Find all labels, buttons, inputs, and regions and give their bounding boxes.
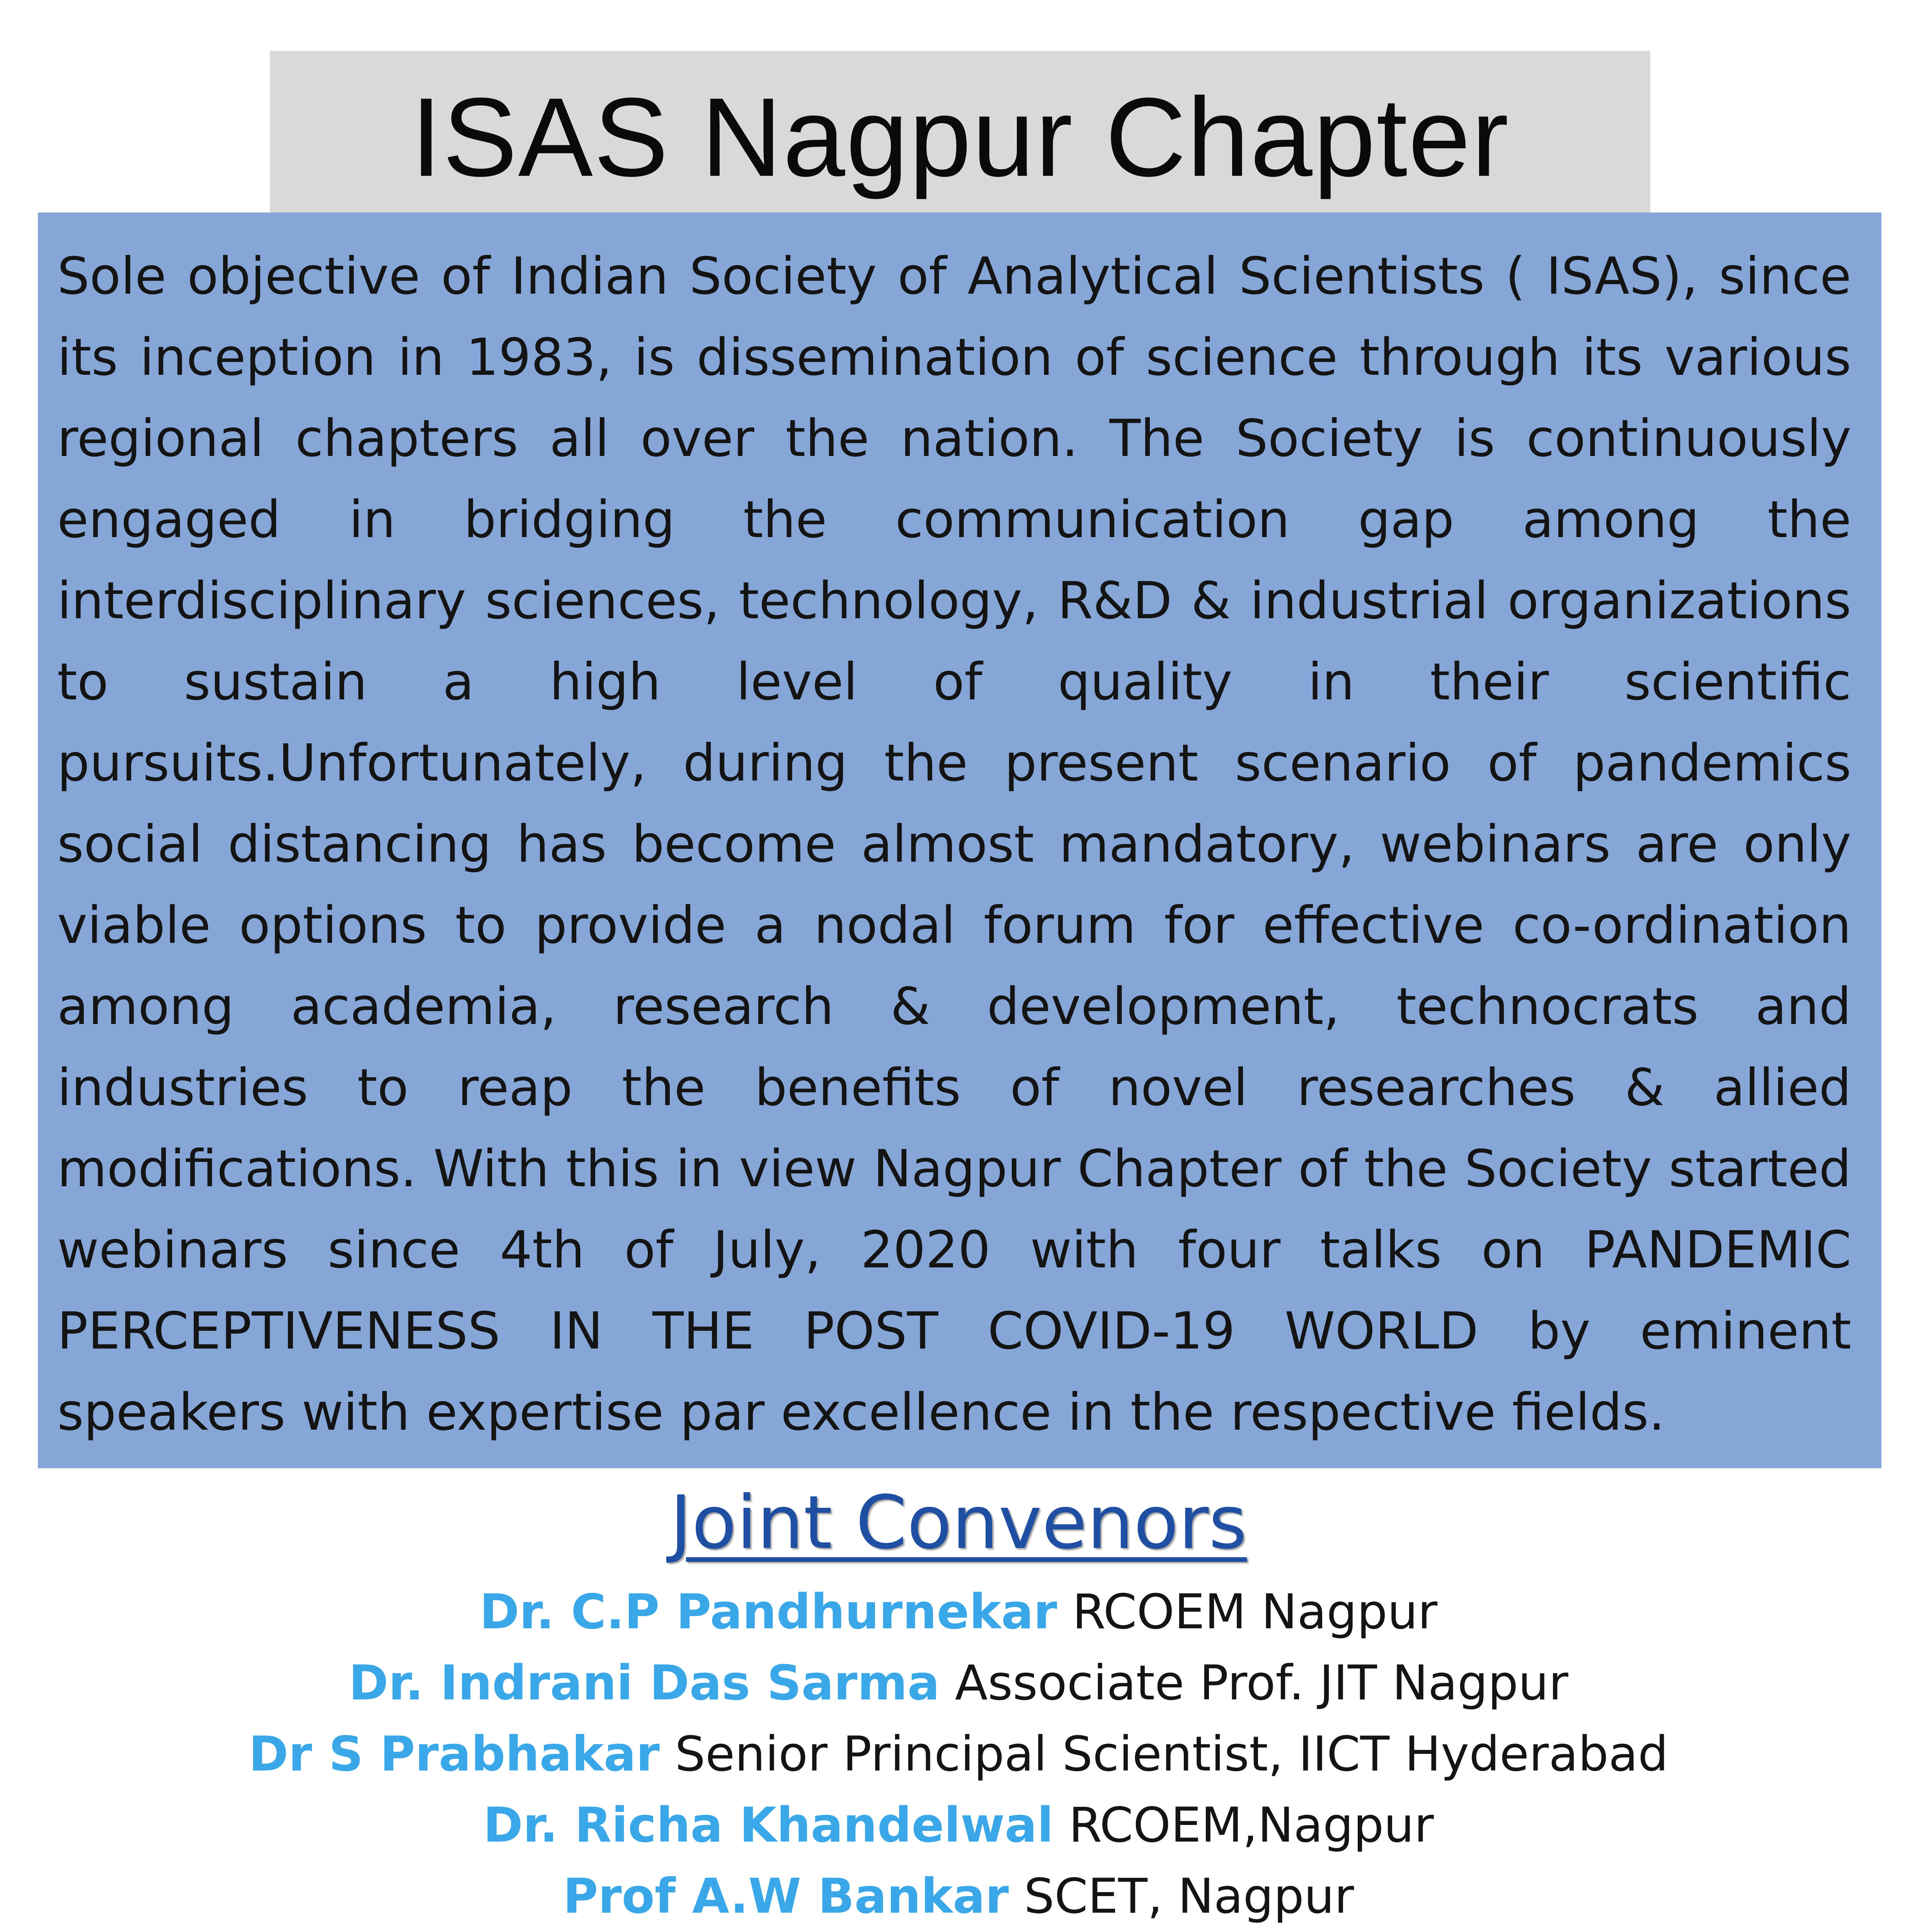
member-name: Prof A.W Bankar [563,1869,1009,1924]
page-title: ISAS Nagpur Chapter [410,74,1510,200]
list-item [0,1790,1917,1861]
title-banner [270,51,1650,223]
member-affiliation: Associate Prof. JIT Nagpur [940,1655,1568,1711]
member-affiliation: SCET, Nagpur [1009,1869,1354,1924]
member-affiliation: Senior Principal Scientist, IICT Hyderabad [659,1726,1668,1782]
member-name: Dr. Richa Khandelwal [483,1798,1054,1853]
joint-convenors-heading: Joint Convenors [670,1480,1247,1565]
member-name: Dr. Indrani Das Sarma [349,1655,940,1711]
intro-paragraph: Sole objective of Indian Society of Analytical Scientists ( ISAS), since its inception in 1983, is dissemination of science through its various regional chapters all over the nation. The Society is continuously engaged in bridging the communication gap among the interdisciplinary sciences, technology, R&D & industrial organizations to sustain a high level of quality in their scientific pursuits.Unfortunately, during the present scenario of pandemics social distancing has become almost mandatory, webinars are only viable options to provide a nodal forum for effective co-ordination among academia, research & development, technocrats and industries to reap the benefits of novel researches & allied modifications. With this in view Nagpur Chapter of the Society started webinars since 4th of July, 2020 with four talks on PANDEMIC PERCEPTIVENESS IN THE POST COVID-19 WORLD by eminent speakers with expertise par excellence in the respective fields. [57,247,1851,1442]
list-item [0,1648,1917,1719]
list-item [0,1577,1917,1648]
list-item [0,1719,1917,1790]
member-affiliation: RCOEM Nagpur [1057,1584,1438,1640]
joint-convenors-list [0,1577,1917,1932]
list-item [0,1861,1917,1932]
member-name: Dr S Prabhakar [249,1726,660,1782]
intro-box [38,213,1881,1468]
member-name: Dr. C.P Pandhurnekar [479,1584,1057,1640]
member-affiliation: RCOEM,Nagpur [1053,1798,1434,1853]
